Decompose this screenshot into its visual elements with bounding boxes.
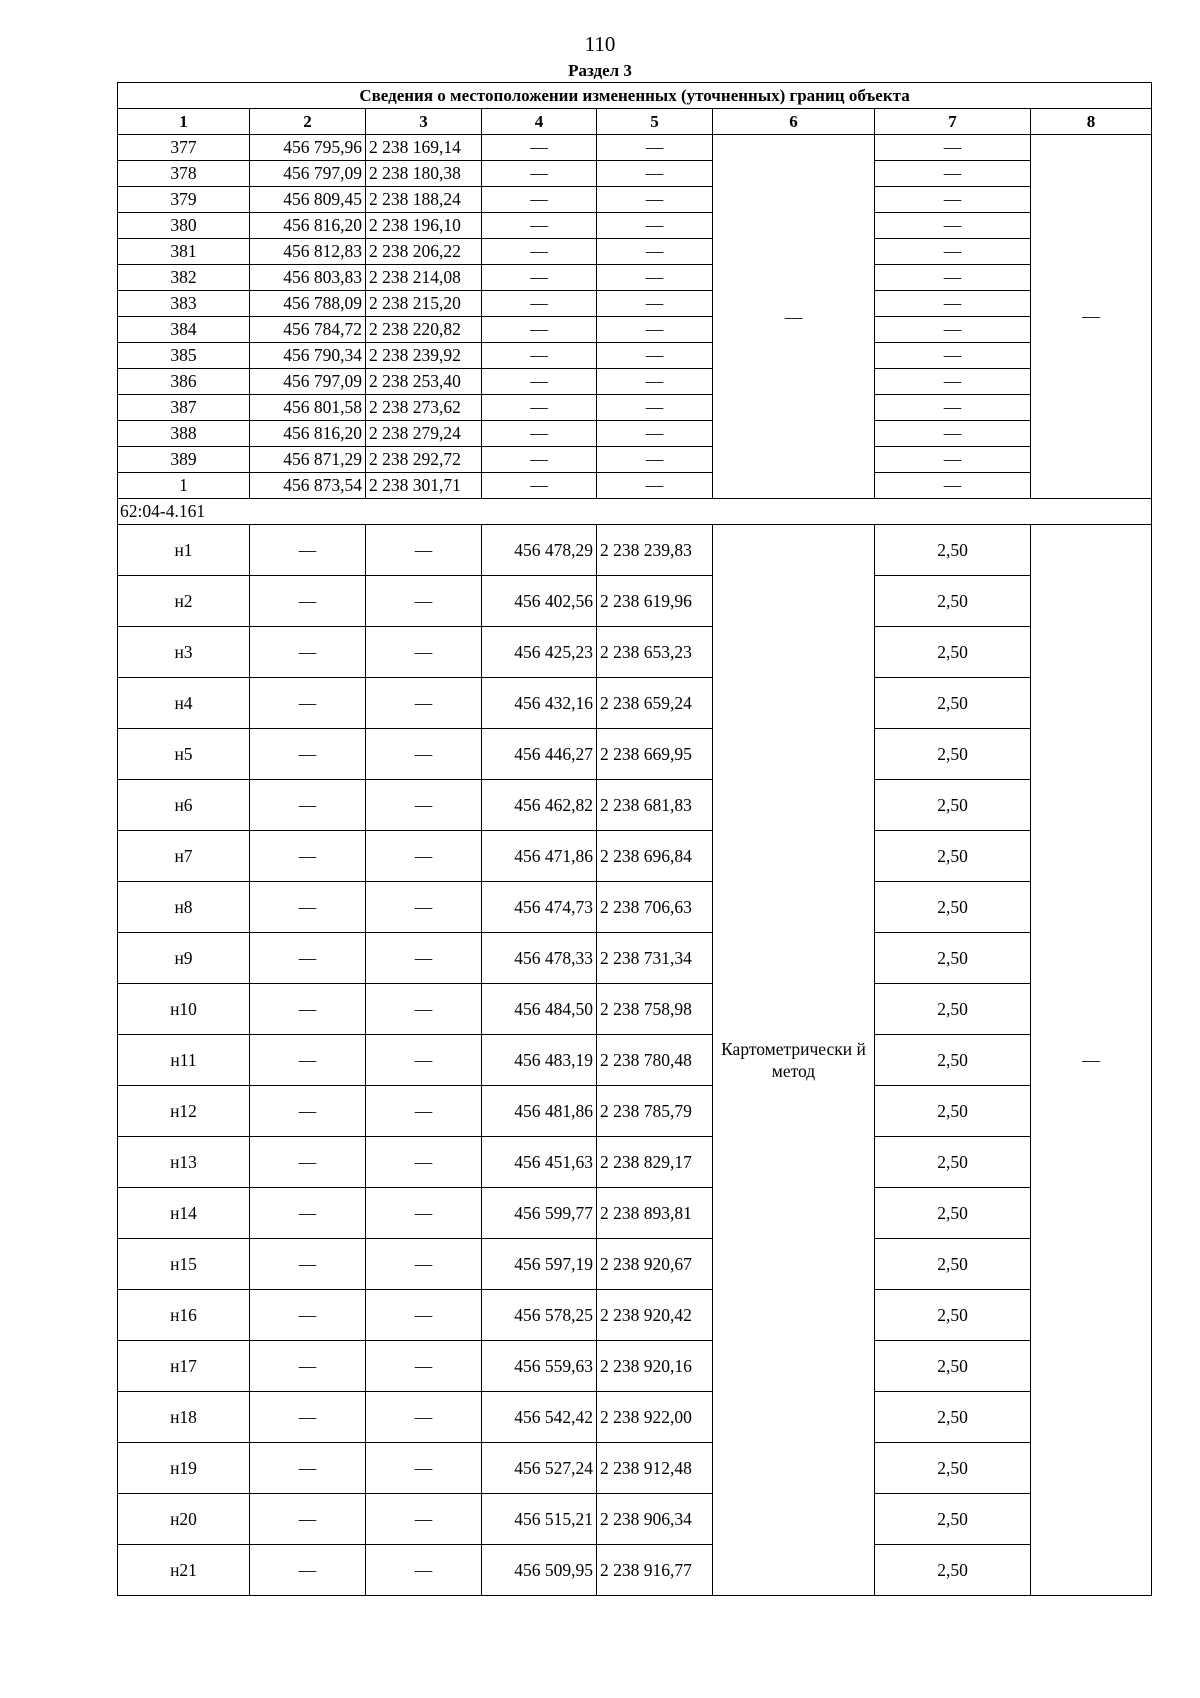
table-row: [118, 421, 1152, 447]
y-old-cell: 2 238 220,82: [366, 317, 482, 343]
point-number-cell: н5: [118, 729, 250, 780]
table-row: [118, 831, 1152, 882]
table-row: [118, 317, 1152, 343]
x-old-cell: —: [250, 1239, 366, 1290]
y-old-cell: —: [366, 1392, 482, 1443]
y-old-cell: 2 238 206,22: [366, 239, 482, 265]
x-new-cell: —: [482, 447, 597, 473]
accuracy-cell: 2,50: [875, 1086, 1031, 1137]
y-new-cell: 2 238 780,48: [597, 1035, 713, 1086]
method-cell: Картометрически й метод: [713, 525, 875, 1596]
y-new-cell: 2 238 922,00: [597, 1392, 713, 1443]
accuracy-cell: —: [875, 265, 1031, 291]
x-old-cell: 456 816,20: [250, 213, 366, 239]
table-row: [118, 135, 1152, 161]
y-new-cell: —: [597, 291, 713, 317]
accuracy-cell: —: [875, 291, 1031, 317]
y-old-cell: —: [366, 1443, 482, 1494]
y-old-cell: 2 238 196,10: [366, 213, 482, 239]
y-old-cell: —: [366, 678, 482, 729]
y-new-cell: —: [597, 421, 713, 447]
table-row: [118, 1494, 1152, 1545]
accuracy-cell: 2,50: [875, 984, 1031, 1035]
boundary-table: [117, 82, 1152, 1596]
point-number-cell: н13: [118, 1137, 250, 1188]
point-number-cell: 385: [118, 343, 250, 369]
y-new-cell: —: [597, 135, 713, 161]
y-new-cell: 2 238 681,83: [597, 780, 713, 831]
y-old-cell: —: [366, 1137, 482, 1188]
x-new-cell: —: [482, 265, 597, 291]
page-number: 110: [584, 32, 616, 56]
y-new-cell: —: [597, 317, 713, 343]
y-old-cell: 2 238 215,20: [366, 291, 482, 317]
y-old-cell: 2 238 279,24: [366, 421, 482, 447]
accuracy-cell: —: [875, 161, 1031, 187]
table-row: [118, 473, 1152, 499]
point-number-cell: н21: [118, 1545, 250, 1596]
table-row: [118, 984, 1152, 1035]
accuracy-cell: 2,50: [875, 933, 1031, 984]
x-old-cell: —: [250, 882, 366, 933]
table-row: [118, 1137, 1152, 1188]
x-new-cell: —: [482, 343, 597, 369]
x-new-cell: 456 597,19: [482, 1239, 597, 1290]
y-old-cell: —: [366, 984, 482, 1035]
x-new-cell: —: [482, 317, 597, 343]
y-new-cell: 2 238 912,48: [597, 1443, 713, 1494]
y-new-cell: 2 238 696,84: [597, 831, 713, 882]
x-new-cell: 456 515,21: [482, 1494, 597, 1545]
x-new-cell: —: [482, 473, 597, 499]
point-number-cell: н12: [118, 1086, 250, 1137]
x-new-cell: 456 527,24: [482, 1443, 597, 1494]
y-old-cell: —: [366, 1341, 482, 1392]
x-new-cell: 456 483,19: [482, 1035, 597, 1086]
y-new-cell: 2 238 619,96: [597, 576, 713, 627]
x-new-cell: 456 481,86: [482, 1086, 597, 1137]
point-number-cell: н15: [118, 1239, 250, 1290]
x-new-cell: —: [482, 187, 597, 213]
table-row: [118, 213, 1152, 239]
table-row: [118, 369, 1152, 395]
table-row: [118, 1545, 1152, 1596]
x-old-cell: —: [250, 1035, 366, 1086]
x-new-cell: 456 578,25: [482, 1290, 597, 1341]
y-old-cell: —: [366, 1239, 482, 1290]
x-new-cell: —: [482, 135, 597, 161]
y-old-cell: —: [366, 1494, 482, 1545]
point-number-cell: н11: [118, 1035, 250, 1086]
x-old-cell: 456 803,83: [250, 265, 366, 291]
y-new-cell: 2 238 785,79: [597, 1086, 713, 1137]
y-old-cell: —: [366, 831, 482, 882]
point-number-cell: н1: [118, 525, 250, 576]
x-new-cell: 456 542,42: [482, 1392, 597, 1443]
point-number-cell: н7: [118, 831, 250, 882]
x-old-cell: 456 871,29: [250, 447, 366, 473]
point-number-cell: н6: [118, 780, 250, 831]
point-number-cell: 381: [118, 239, 250, 265]
table-row: [118, 447, 1152, 473]
parcel-cadastral-number: 62:04-4.161: [118, 499, 1152, 525]
accuracy-cell: 2,50: [875, 678, 1031, 729]
table-row: [118, 1443, 1152, 1494]
x-old-cell: 456 797,09: [250, 369, 366, 395]
x-new-cell: 456 471,86: [482, 831, 597, 882]
x-old-cell: —: [250, 984, 366, 1035]
x-old-cell: —: [250, 576, 366, 627]
accuracy-cell: 2,50: [875, 1239, 1031, 1290]
y-old-cell: —: [366, 780, 482, 831]
x-old-cell: 456 790,34: [250, 343, 366, 369]
column-number: 1: [118, 109, 250, 135]
x-old-cell: —: [250, 831, 366, 882]
x-old-cell: 456 812,83: [250, 239, 366, 265]
y-old-cell: 2 238 301,71: [366, 473, 482, 499]
x-old-cell: 456 809,45: [250, 187, 366, 213]
x-old-cell: —: [250, 525, 366, 576]
x-new-cell: 456 451,63: [482, 1137, 597, 1188]
y-new-cell: —: [597, 473, 713, 499]
accuracy-cell: 2,50: [875, 1341, 1031, 1392]
x-new-cell: 456 599,77: [482, 1188, 597, 1239]
x-old-cell: —: [250, 933, 366, 984]
x-old-cell: —: [250, 678, 366, 729]
table-row: [118, 161, 1152, 187]
point-number-cell: н14: [118, 1188, 250, 1239]
table-row: [118, 933, 1152, 984]
y-new-cell: —: [597, 369, 713, 395]
x-old-cell: —: [250, 1188, 366, 1239]
y-old-cell: 2 238 253,40: [366, 369, 482, 395]
y-new-cell: 2 238 706,63: [597, 882, 713, 933]
accuracy-cell: —: [875, 473, 1031, 499]
accuracy-cell: —: [875, 135, 1031, 161]
point-number-cell: 378: [118, 161, 250, 187]
point-number-cell: 380: [118, 213, 250, 239]
x-old-cell: —: [250, 1290, 366, 1341]
x-old-cell: —: [250, 1086, 366, 1137]
y-new-cell: —: [597, 161, 713, 187]
y-new-cell: 2 238 239,83: [597, 525, 713, 576]
y-new-cell: 2 238 659,24: [597, 678, 713, 729]
x-new-cell: 456 432,16: [482, 678, 597, 729]
y-old-cell: —: [366, 1290, 482, 1341]
point-number-cell: н17: [118, 1341, 250, 1392]
point-number-cell: 386: [118, 369, 250, 395]
accuracy-cell: —: [875, 213, 1031, 239]
x-new-cell: —: [482, 239, 597, 265]
table-row: [118, 1290, 1152, 1341]
accuracy-cell: 2,50: [875, 627, 1031, 678]
x-old-cell: —: [250, 1137, 366, 1188]
y-new-cell: —: [597, 213, 713, 239]
column-number: 5: [597, 109, 713, 135]
x-new-cell: —: [482, 213, 597, 239]
y-new-cell: —: [597, 265, 713, 291]
table-row: [118, 627, 1152, 678]
accuracy-cell: 2,50: [875, 1188, 1031, 1239]
y-new-cell: 2 238 731,34: [597, 933, 713, 984]
table-row: [118, 576, 1152, 627]
point-number-cell: н8: [118, 882, 250, 933]
y-new-cell: 2 238 920,16: [597, 1341, 713, 1392]
table-row: [118, 1341, 1152, 1392]
table-row: [118, 1035, 1152, 1086]
y-old-cell: —: [366, 1086, 482, 1137]
point-number-cell: н19: [118, 1443, 250, 1494]
y-old-cell: —: [366, 576, 482, 627]
accuracy-cell: 2,50: [875, 1035, 1031, 1086]
point-number-cell: 382: [118, 265, 250, 291]
accuracy-cell: 2,50: [875, 525, 1031, 576]
table-row: [118, 882, 1152, 933]
y-new-cell: 2 238 893,81: [597, 1188, 713, 1239]
point-number-cell: н3: [118, 627, 250, 678]
table-row: [118, 1392, 1152, 1443]
y-old-cell: —: [366, 627, 482, 678]
y-new-cell: 2 238 916,77: [597, 1545, 713, 1596]
x-new-cell: 456 462,82: [482, 780, 597, 831]
x-new-cell: —: [482, 369, 597, 395]
y-new-cell: 2 238 669,95: [597, 729, 713, 780]
col8-cell: —: [1031, 135, 1152, 499]
x-old-cell: —: [250, 1494, 366, 1545]
point-number-cell: 389: [118, 447, 250, 473]
x-new-cell: 456 402,56: [482, 576, 597, 627]
y-old-cell: —: [366, 1545, 482, 1596]
x-old-cell: 456 788,09: [250, 291, 366, 317]
x-new-cell: 456 478,29: [482, 525, 597, 576]
y-old-cell: —: [366, 525, 482, 576]
table-row: [118, 291, 1152, 317]
x-old-cell: 456 873,54: [250, 473, 366, 499]
accuracy-cell: —: [875, 239, 1031, 265]
x-old-cell: 456 801,58: [250, 395, 366, 421]
x-old-cell: 456 816,20: [250, 421, 366, 447]
x-old-cell: —: [250, 1341, 366, 1392]
y-new-cell: —: [597, 395, 713, 421]
col8-cell: —: [1031, 525, 1152, 1596]
table-row: [118, 265, 1152, 291]
column-number-row: [118, 109, 1152, 135]
table-row: [118, 343, 1152, 369]
y-old-cell: 2 238 169,14: [366, 135, 482, 161]
y-old-cell: 2 238 239,92: [366, 343, 482, 369]
accuracy-cell: —: [875, 369, 1031, 395]
point-number-cell: 387: [118, 395, 250, 421]
y-new-cell: 2 238 829,17: [597, 1137, 713, 1188]
point-number-cell: 384: [118, 317, 250, 343]
accuracy-cell: —: [875, 187, 1031, 213]
y-new-cell: —: [597, 239, 713, 265]
table-row: [118, 1086, 1152, 1137]
column-number: 8: [1031, 109, 1152, 135]
table-row: [118, 525, 1152, 576]
accuracy-cell: —: [875, 317, 1031, 343]
table-row: [118, 187, 1152, 213]
y-new-cell: 2 238 758,98: [597, 984, 713, 1035]
accuracy-cell: —: [875, 395, 1031, 421]
y-new-cell: 2 238 920,42: [597, 1290, 713, 1341]
x-old-cell: —: [250, 1545, 366, 1596]
x-new-cell: 456 446,27: [482, 729, 597, 780]
column-number: 2: [250, 109, 366, 135]
x-old-cell: —: [250, 627, 366, 678]
y-old-cell: —: [366, 933, 482, 984]
point-number-cell: н4: [118, 678, 250, 729]
table-row: [118, 1188, 1152, 1239]
point-number-cell: н16: [118, 1290, 250, 1341]
method-cell: —: [713, 135, 875, 499]
table-title: Сведения о местоположении измененных (уточненных) границ объекта: [118, 83, 1152, 109]
accuracy-cell: 2,50: [875, 1494, 1031, 1545]
accuracy-cell: 2,50: [875, 1443, 1031, 1494]
point-number-cell: н9: [118, 933, 250, 984]
table-row: [118, 780, 1152, 831]
accuracy-cell: —: [875, 421, 1031, 447]
y-new-cell: —: [597, 343, 713, 369]
x-old-cell: —: [250, 780, 366, 831]
y-new-cell: —: [597, 187, 713, 213]
accuracy-cell: 2,50: [875, 882, 1031, 933]
accuracy-cell: —: [875, 343, 1031, 369]
point-number-cell: 377: [118, 135, 250, 161]
column-number: 3: [366, 109, 482, 135]
x-new-cell: 456 474,73: [482, 882, 597, 933]
table-row: [118, 678, 1152, 729]
y-old-cell: 2 238 292,72: [366, 447, 482, 473]
column-number: 6: [713, 109, 875, 135]
y-new-cell: 2 238 906,34: [597, 1494, 713, 1545]
table-row: [118, 395, 1152, 421]
y-new-cell: 2 238 920,67: [597, 1239, 713, 1290]
point-number-cell: 388: [118, 421, 250, 447]
x-old-cell: 456 784,72: [250, 317, 366, 343]
point-number-cell: 1: [118, 473, 250, 499]
y-old-cell: —: [366, 1188, 482, 1239]
x-old-cell: 456 797,09: [250, 161, 366, 187]
accuracy-cell: —: [875, 447, 1031, 473]
x-new-cell: 456 478,33: [482, 933, 597, 984]
accuracy-cell: 2,50: [875, 780, 1031, 831]
x-old-cell: 456 795,96: [250, 135, 366, 161]
y-old-cell: 2 238 273,62: [366, 395, 482, 421]
column-number: 7: [875, 109, 1031, 135]
accuracy-cell: 2,50: [875, 576, 1031, 627]
x-new-cell: 456 484,50: [482, 984, 597, 1035]
x-old-cell: —: [250, 1443, 366, 1494]
accuracy-cell: 2,50: [875, 1137, 1031, 1188]
y-new-cell: 2 238 653,23: [597, 627, 713, 678]
accuracy-cell: 2,50: [875, 831, 1031, 882]
y-old-cell: —: [366, 1035, 482, 1086]
point-number-cell: н18: [118, 1392, 250, 1443]
y-old-cell: 2 238 188,24: [366, 187, 482, 213]
table-row: [118, 239, 1152, 265]
accuracy-cell: 2,50: [875, 729, 1031, 780]
point-number-cell: 379: [118, 187, 250, 213]
section-title: Раздел 3: [568, 61, 632, 80]
point-number-cell: н10: [118, 984, 250, 1035]
parcel-group-row: [118, 499, 1152, 525]
x-old-cell: —: [250, 729, 366, 780]
column-number: 4: [482, 109, 597, 135]
x-new-cell: 456 559,63: [482, 1341, 597, 1392]
point-number-cell: н20: [118, 1494, 250, 1545]
table-row: [118, 1239, 1152, 1290]
y-old-cell: 2 238 214,08: [366, 265, 482, 291]
x-new-cell: —: [482, 395, 597, 421]
y-old-cell: —: [366, 882, 482, 933]
accuracy-cell: 2,50: [875, 1392, 1031, 1443]
x-new-cell: —: [482, 161, 597, 187]
table-row: [118, 729, 1152, 780]
x-new-cell: —: [482, 421, 597, 447]
x-new-cell: 456 509,95: [482, 1545, 597, 1596]
x-new-cell: 456 425,23: [482, 627, 597, 678]
x-old-cell: —: [250, 1392, 366, 1443]
point-number-cell: н2: [118, 576, 250, 627]
accuracy-cell: 2,50: [875, 1290, 1031, 1341]
y-new-cell: —: [597, 447, 713, 473]
point-number-cell: 383: [118, 291, 250, 317]
y-old-cell: 2 238 180,38: [366, 161, 482, 187]
y-old-cell: —: [366, 729, 482, 780]
accuracy-cell: 2,50: [875, 1545, 1031, 1596]
x-new-cell: —: [482, 291, 597, 317]
